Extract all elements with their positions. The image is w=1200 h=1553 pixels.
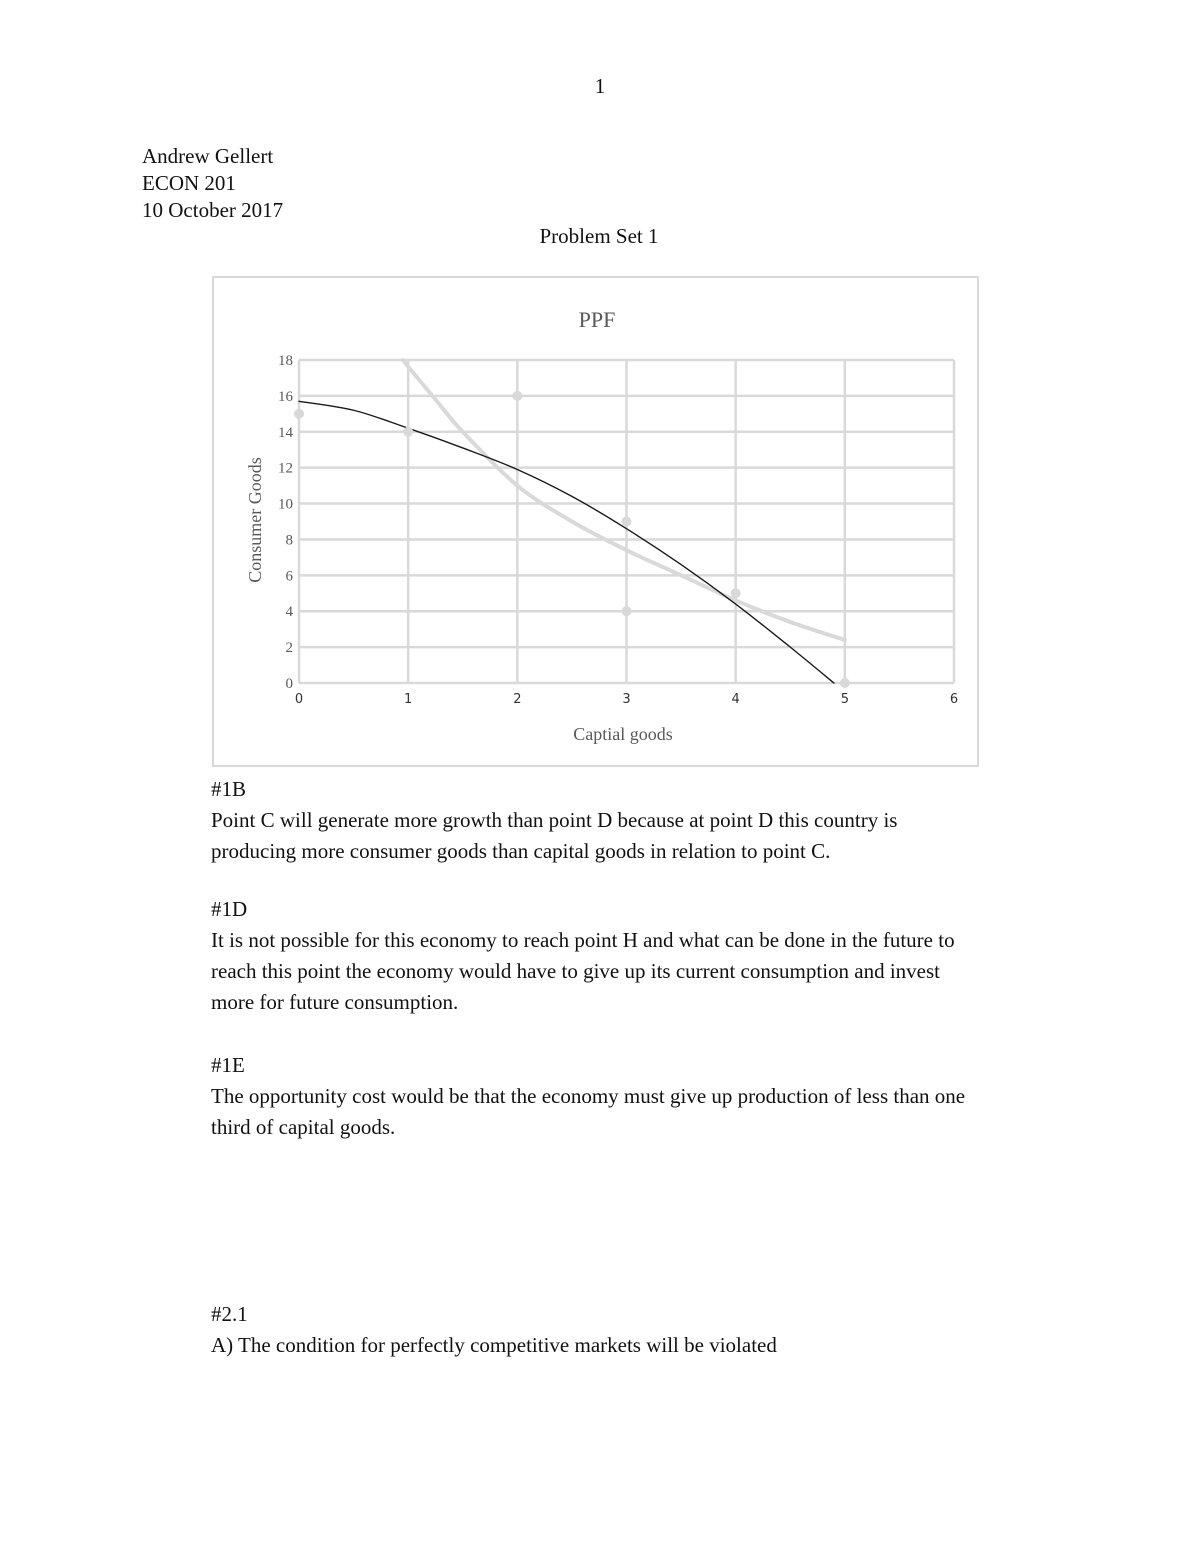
document-title-text: Problem Set 1	[539, 224, 659, 248]
data-point	[622, 606, 632, 616]
answer-1b	[211, 774, 1091, 867]
data-point	[731, 588, 741, 598]
section-heading: #1D	[211, 897, 248, 921]
x-tick-label: 1	[404, 692, 413, 707]
page-number: 1	[594, 74, 606, 98]
x-tick-label: 6	[949, 692, 959, 707]
y-tick-label: 0	[285, 676, 293, 692]
chart-title: PPF	[578, 307, 616, 332]
section-heading: #2.1	[211, 1302, 248, 1326]
author-name: Andrew Gellert	[142, 144, 274, 168]
answer-text-line: Point C will generate more growth than point D because at point D this country is	[211, 808, 898, 832]
answer-text-line: reach this point the economy would have to give up its current consumption and invest	[211, 959, 941, 983]
answer-1d	[211, 894, 1091, 1018]
answer-text-line: It is not possible for this economy to reach point H and what can be done in the future to	[211, 928, 955, 952]
course-name: ECON 201	[142, 171, 236, 195]
chart-series	[294, 360, 850, 688]
x-tick-label: 4	[731, 692, 740, 707]
ppf-curve-line	[299, 401, 834, 683]
y-tick-label: 4	[285, 604, 293, 621]
data-point	[512, 391, 522, 401]
ppf-chart-svg	[214, 278, 977, 765]
trend-curve-line	[403, 360, 845, 640]
answer-1e	[211, 1050, 1091, 1143]
x-tick-label: 3	[622, 692, 631, 707]
y-tick-label: 18	[278, 353, 293, 369]
x-tick-label: 5	[840, 692, 849, 707]
section-heading: #1B	[211, 777, 247, 801]
data-point	[403, 427, 413, 437]
answer-text-line: The opportunity cost would be that the economy must give up production of less than one	[211, 1084, 966, 1108]
answer-text-line: third of capital goods.	[211, 1115, 396, 1139]
document-title	[0, 224, 1200, 249]
x-tick-label: 0	[294, 692, 304, 707]
y-tick-label: 6	[285, 568, 293, 585]
y-axis-title: Consumer Goods	[245, 457, 265, 583]
answer-text-line: producing more consumer goods than capital goods in relation to point C.	[211, 839, 831, 863]
y-tick-label: 12	[278, 460, 293, 477]
y-tick-label: 8	[285, 532, 293, 549]
data-point	[294, 409, 304, 419]
answer-text-line: A) The condition for perfectly competitive markets will be violated	[211, 1333, 777, 1357]
ppf-chart	[212, 276, 979, 767]
answer-2-1	[211, 1299, 1091, 1361]
x-tick-label: 2	[513, 692, 522, 707]
answer-text-line: more for future consumption.	[211, 990, 459, 1014]
y-tick-label: 2	[285, 640, 293, 657]
section-heading: #1E	[211, 1053, 245, 1077]
document-date: 10 October 2017	[142, 198, 284, 222]
y-tick-label: 10	[278, 496, 293, 513]
data-point	[840, 678, 850, 688]
y-tick-label: 16	[278, 388, 293, 405]
x-axis-title: Captial goods	[573, 724, 673, 744]
document-header	[142, 143, 283, 224]
y-tick-label: 14	[278, 424, 293, 441]
chart-tick-labels	[278, 353, 958, 707]
data-point	[622, 517, 632, 527]
